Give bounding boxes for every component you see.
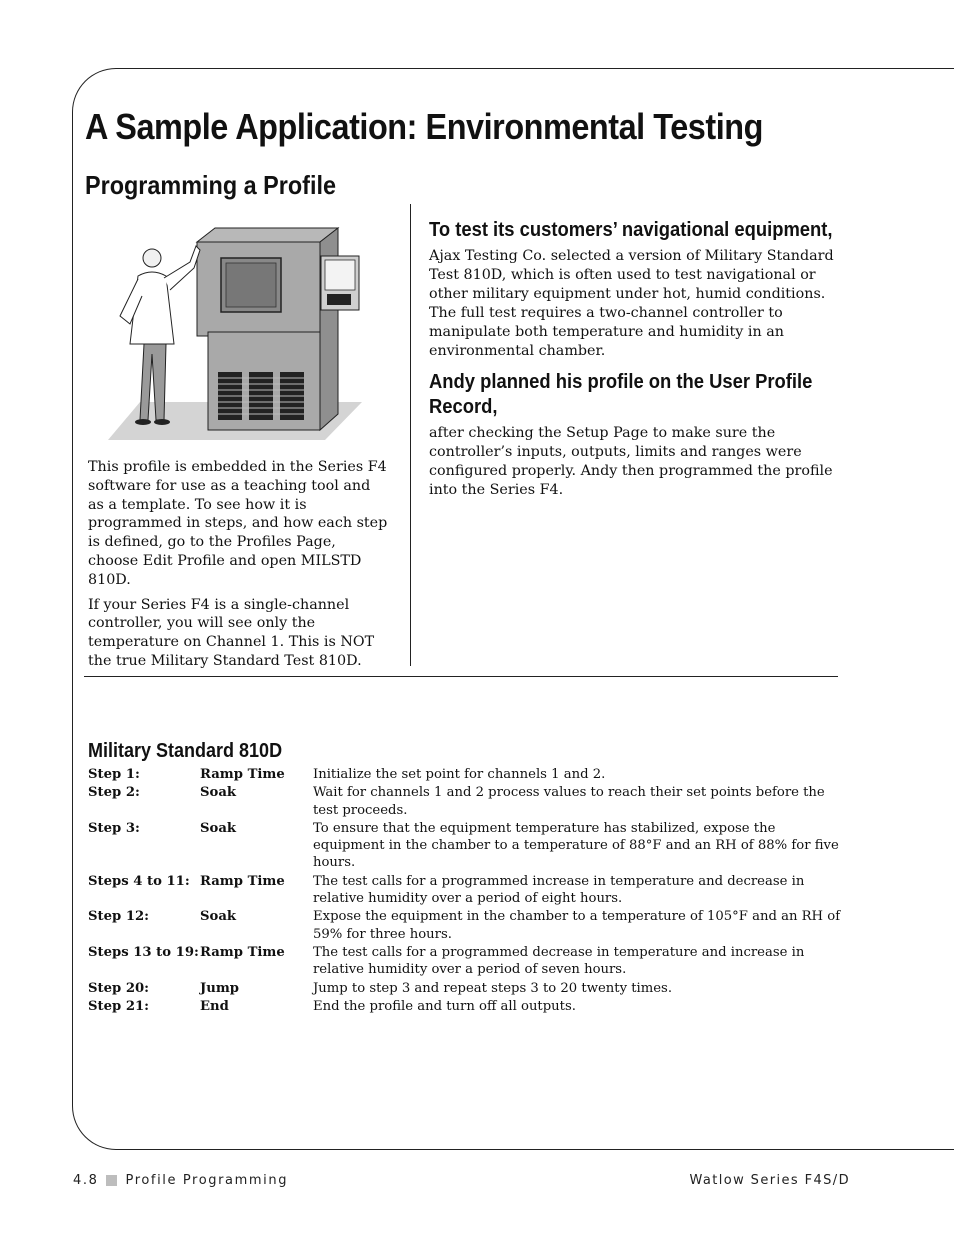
step-type: Ramp Time bbox=[200, 944, 285, 960]
step-description: Wait for channels 1 and 2 process values to reach their set points before the test proceeds. bbox=[313, 785, 825, 818]
step-row bbox=[88, 944, 848, 979]
square-bullet-icon bbox=[106, 1175, 117, 1186]
chamber-illustration bbox=[100, 224, 365, 444]
column-divider bbox=[410, 204, 411, 666]
step-type: Soak bbox=[200, 820, 237, 836]
step-number: Step 2: bbox=[88, 785, 140, 801]
intro-text bbox=[88, 458, 388, 677]
intro-paragraph: This profile is embedded in the Series F4 software for use as a teaching tool and as a template. To see how it is programmed in steps, and how each step is defined, go to the Profiles Page, choose Edit Profile and open MILSTD 810D. bbox=[88, 459, 388, 588]
section-name: Profile Programming bbox=[125, 1173, 289, 1188]
military-standard-title: Military Standard 810D bbox=[88, 740, 283, 762]
step-type: Soak bbox=[200, 785, 237, 801]
step-description: End the profile and turn off all outputs. bbox=[313, 998, 576, 1014]
footer-product-name: Watlow Series F4S/D bbox=[689, 1173, 850, 1188]
page-number: 4.8 bbox=[73, 1173, 99, 1188]
page-title: A Sample Application: Environmental Testing bbox=[85, 106, 763, 147]
step-number: Step 1: bbox=[88, 767, 140, 782]
step-number: Step 3: bbox=[88, 820, 140, 836]
step-description: Initialize the set point for channels 1 and 2. bbox=[313, 767, 606, 782]
single-channel-note: If your Series F4 is a single-channel controller, you will see only the temperature on Channel 1. This is NOT the true Military Standard Test 810D. bbox=[88, 596, 375, 669]
step-description: Jump to step 3 and repeat steps 3 to 20 twenty times. bbox=[313, 980, 673, 996]
paragraph-ajax-testing: Ajax Testing Co. selected a version of Military Standard Test 810D, which is often used to test navigational or other military equipment under hot, humid conditions. The full test requires a two-channel controller to manipulate both temperature and humidity in an environmental chamber. bbox=[429, 248, 834, 359]
step-type: Jump bbox=[200, 980, 240, 996]
paragraph-setup-page: after checking the Setup Page to make sure the controller’s inputs, outputs, limits and ranges were configured properly. Andy then programmed the profile into the Series F4. bbox=[429, 425, 833, 499]
step-description: The test calls for a programmed increase in temperature and decrease in relative humidity over a period of eight hours. bbox=[313, 873, 805, 907]
heading-navigational-equipment: To test its customers’ navigational equipment, bbox=[429, 219, 833, 241]
section-divider bbox=[84, 676, 838, 677]
right-column bbox=[429, 218, 849, 510]
step-row bbox=[88, 998, 848, 1015]
step-number: Steps 4 to 11: bbox=[88, 873, 190, 889]
footer-left bbox=[73, 1173, 288, 1188]
step-number: Steps 13 to 19: bbox=[88, 944, 199, 960]
heading-user-profile-record: Andy planned his profile on the User Profile Record, bbox=[429, 371, 813, 419]
step-number: Step 12: bbox=[88, 909, 150, 925]
step-type: Soak bbox=[200, 909, 237, 925]
step-row bbox=[88, 784, 848, 819]
step-row bbox=[88, 908, 848, 943]
page-subtitle: Programming a Profile bbox=[85, 170, 336, 200]
step-number: Step 21: bbox=[88, 998, 150, 1014]
step-description: Expose the equipment in the chamber to a temperature of 105°F and an RH of 59% for three hours. bbox=[313, 909, 841, 942]
step-description: The test calls for a programmed decrease in temperature and increase in relative humidity over a period of seven hours. bbox=[313, 944, 805, 978]
steps-table bbox=[88, 766, 848, 1016]
step-row bbox=[88, 820, 848, 872]
step-type: End bbox=[200, 998, 229, 1014]
step-number: Step 20: bbox=[88, 980, 150, 996]
step-type: Ramp Time bbox=[200, 767, 285, 782]
step-row bbox=[88, 873, 848, 908]
step-description: To ensure that the equipment temperature has stabilized, expose the equipment in the chamber to a temperature of 88°F and an RH of 88% for five hours. bbox=[313, 820, 839, 871]
step-type: Ramp Time bbox=[200, 873, 285, 889]
step-row bbox=[88, 766, 848, 783]
step-row bbox=[88, 980, 848, 997]
